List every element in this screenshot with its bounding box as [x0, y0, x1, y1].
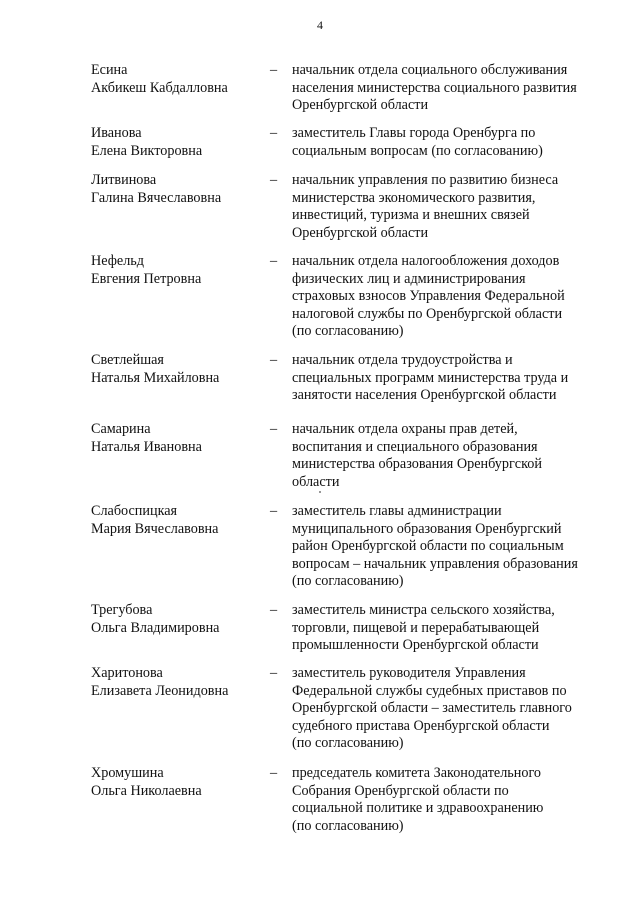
position-line: район Оренбургской области по социальным — [292, 538, 564, 554]
member-surname: Харитонова — [91, 665, 163, 681]
member-given-names: Елена Викторовна — [91, 142, 203, 159]
member-position — [292, 125, 612, 160]
member-name — [91, 665, 261, 700]
member-given-names: Ольга Владимировна — [91, 619, 220, 636]
member-given-names: Акбикеш Кабдалловна — [91, 79, 228, 96]
position-line: заместитель Главы города Оренбурга по — [292, 125, 536, 141]
position-line: области — [292, 473, 340, 490]
position-line: социальным вопросам (по согласованию) — [292, 142, 543, 159]
member-surname: Нефельд — [91, 253, 144, 269]
separator-dash: – — [270, 125, 278, 141]
member-surname: Трегубова — [91, 602, 153, 618]
position-line: Оренбургской области — [292, 97, 429, 113]
position-line: инвестиций, туризма и внешних связей — [292, 207, 530, 223]
separator-dash: – — [270, 172, 278, 188]
position-line: начальник отдела охраны прав детей, — [292, 421, 518, 437]
position-line: министерства образования Оренбургской — [292, 456, 542, 472]
member-position — [292, 665, 612, 753]
member-name — [91, 602, 261, 637]
member-position — [292, 172, 612, 242]
position-line: начальник отдела налогообложения доходов — [292, 253, 560, 269]
member-name — [91, 253, 261, 288]
member-surname: Самарина — [91, 421, 151, 437]
separator-dash: – — [270, 665, 278, 681]
separator-dash: – — [270, 765, 278, 781]
member-surname: Слабоспицкая — [91, 503, 178, 519]
page-number: 4 — [317, 18, 323, 32]
position-line: специальных программ министерства труда и — [292, 369, 569, 386]
position-line: (по согласованию) — [292, 735, 404, 751]
position-line: начальник отдела социального обслуживания — [292, 62, 568, 78]
member-surname: Литвинова — [91, 172, 157, 188]
separator-dash: – — [270, 253, 278, 269]
member-position — [292, 421, 612, 491]
position-line: начальник отдела трудоустройства и — [292, 352, 513, 368]
position-line: (по согласованию) — [292, 573, 404, 589]
scan-speck — [319, 491, 321, 493]
separator-dash: – — [270, 62, 278, 78]
separator-dash: – — [270, 602, 278, 618]
member-name — [91, 352, 261, 387]
member-position — [292, 62, 612, 115]
position-line: занятости населения Оренбургской области — [292, 387, 557, 403]
member-position — [292, 765, 612, 835]
position-line: (по согласованию) — [292, 323, 404, 339]
position-line: Оренбургской области – заместитель главного — [292, 700, 572, 716]
member-position — [292, 602, 612, 655]
member-name — [91, 172, 261, 207]
position-line: торговли, пищевой и перерабатывающей — [292, 619, 540, 636]
position-line: судебного пристава Оренбургской области — [292, 717, 550, 734]
member-given-names: Елизавета Леонидовна — [91, 682, 229, 699]
position-line: Оренбургской области — [292, 224, 429, 241]
position-line: заместитель министра сельского хозяйства, — [292, 602, 555, 618]
position-line: социальной политике и здравоохранению — [292, 800, 544, 816]
separator-dash: – — [270, 352, 278, 368]
position-line: начальник управления по развитию бизнеса — [292, 172, 559, 188]
member-name — [91, 765, 261, 800]
separator-dash: – — [270, 503, 278, 519]
position-line: налоговой службы по Оренбургской области — [292, 305, 563, 322]
position-line: страховых взносов Управления Федеральной — [292, 288, 565, 304]
member-name — [91, 503, 261, 538]
member-position — [292, 352, 612, 405]
position-line: заместитель руководителя Управления — [292, 665, 526, 681]
position-line: промышленности Оренбургской области — [292, 637, 539, 653]
member-position — [292, 503, 612, 591]
member-surname: Хромушина — [91, 765, 164, 781]
member-surname: Есина — [91, 62, 128, 78]
member-given-names: Галина Вячеславовна — [91, 189, 222, 206]
member-given-names: Ольга Николаевна — [91, 782, 202, 799]
position-line: (по согласованию) — [292, 817, 404, 834]
member-given-names: Наталья Ивановна — [91, 438, 202, 455]
position-line: министерства экономического развития, — [292, 189, 536, 206]
member-given-names: Мария Вячеславовна — [91, 520, 219, 537]
member-name — [91, 125, 261, 160]
position-line: Собрания Оренбургской области по — [292, 782, 509, 799]
member-surname: Иванова — [91, 125, 142, 141]
position-line: муниципального образования Оренбургский — [292, 520, 562, 537]
member-surname: Светлейшая — [91, 352, 164, 368]
position-line: воспитания и специального образования — [292, 438, 538, 455]
member-name — [91, 62, 261, 97]
separator-dash: – — [270, 421, 278, 437]
member-given-names: Наталья Михайловна — [91, 369, 220, 386]
member-name — [91, 421, 261, 456]
position-line: населения министерства социального развития — [292, 79, 577, 96]
position-line: председатель комитета Законодательного — [292, 765, 542, 781]
position-line: Федеральной службы судебных приставов по — [292, 682, 567, 699]
position-line: физических лиц и администрирования — [292, 270, 526, 287]
member-given-names: Евгения Петровна — [91, 270, 202, 287]
position-line: заместитель главы администрации — [292, 503, 502, 519]
position-line: вопросам – начальник управления образования — [292, 555, 578, 572]
member-position — [292, 253, 612, 341]
